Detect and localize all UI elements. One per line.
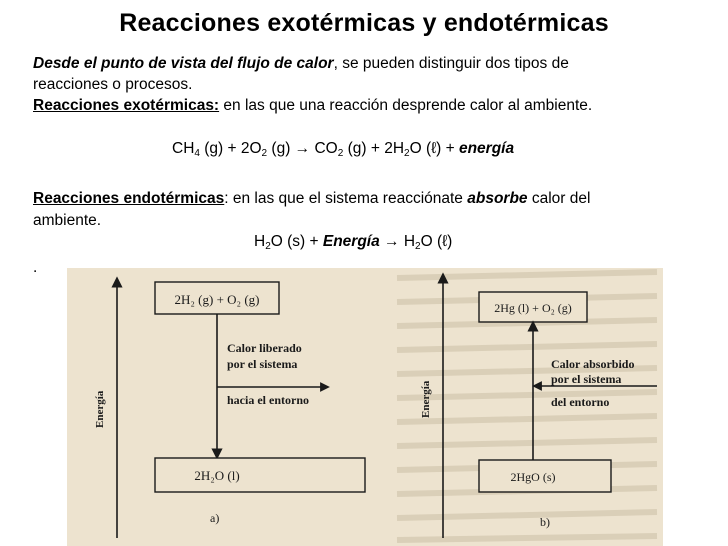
endo-def-a: : en las que el sistema reacciónate [224, 190, 468, 207]
eq-part: CH [172, 140, 195, 157]
heat-note-b-3: del entorno [551, 395, 610, 409]
endo-line-2: ambiente. [33, 212, 102, 229]
eq-part: (g) → CO [267, 140, 338, 157]
intro-rest: , se pueden distinguir dos tipos de [333, 55, 569, 72]
eq-sub: 2 [404, 148, 410, 159]
eq-sub: 2 [261, 148, 268, 159]
eq-part: O (ℓ) [420, 233, 453, 250]
page-title: Reacciones exotérmicas y endotérmicas [119, 9, 609, 37]
reactants-label-b: 2HgO (s) [510, 470, 556, 484]
intro-line-2: reacciones o procesos. [33, 76, 193, 93]
eq-part: O (s) + [270, 233, 323, 250]
heat-note-a-1: Calor liberado [227, 341, 302, 355]
exo-equation [172, 140, 514, 158]
reactants-label-a: 2H₂ (g) + O₂ (g) [174, 292, 260, 307]
eq-part: O (ℓ) + [409, 140, 459, 157]
endo-absorbe: absorbe [467, 190, 528, 207]
products-box-a [155, 458, 365, 492]
intro-lead: Desde el punto de vista del flujo de calor [33, 55, 334, 72]
energy-diagrams [67, 268, 663, 546]
eq-part: (g) + 2H [343, 140, 405, 157]
eq-part: (g) + 2O [199, 140, 262, 157]
heat-note-b-2: por el sistema [551, 372, 622, 386]
endo-term: Reacciones endotérmicas [33, 190, 225, 207]
eq-sub: 2 [415, 241, 421, 252]
eq-sub: 2 [337, 148, 344, 159]
heat-note-a-2: por el sistema [227, 357, 298, 371]
eq-part: → H [379, 233, 416, 250]
products-label-a: 2H₂O (l) [194, 468, 240, 483]
intro-line-1 [33, 53, 569, 74]
caption-b: b) [540, 515, 550, 529]
products-label-b: 2Hg (l) + O₂ (g) [494, 301, 572, 315]
eq-sub: 4 [194, 148, 200, 159]
exo-definition-text: en las que una reacción desprende calor al ambiente. [219, 97, 593, 114]
energy-axis-label-a: Energía [94, 390, 106, 428]
heat-note-b-1: Calor absorbido [551, 357, 635, 371]
endo-equation [254, 233, 452, 251]
exo-definition [33, 95, 592, 116]
energy-axis-label-b: Energía [420, 380, 432, 418]
heat-note-a-3: hacia el entorno [227, 393, 309, 407]
exo-term: Reacciones exotérmicas: [33, 97, 220, 114]
bullet: . [33, 259, 38, 276]
endo-definition [33, 188, 590, 209]
eq-energy: energía [458, 140, 515, 157]
eq-sub: 2 [265, 241, 271, 252]
eq-energy: Energía [322, 233, 380, 250]
caption-a: a) [210, 511, 220, 525]
eq-part: H [254, 233, 266, 250]
endo-def-b: calor del [527, 190, 591, 207]
